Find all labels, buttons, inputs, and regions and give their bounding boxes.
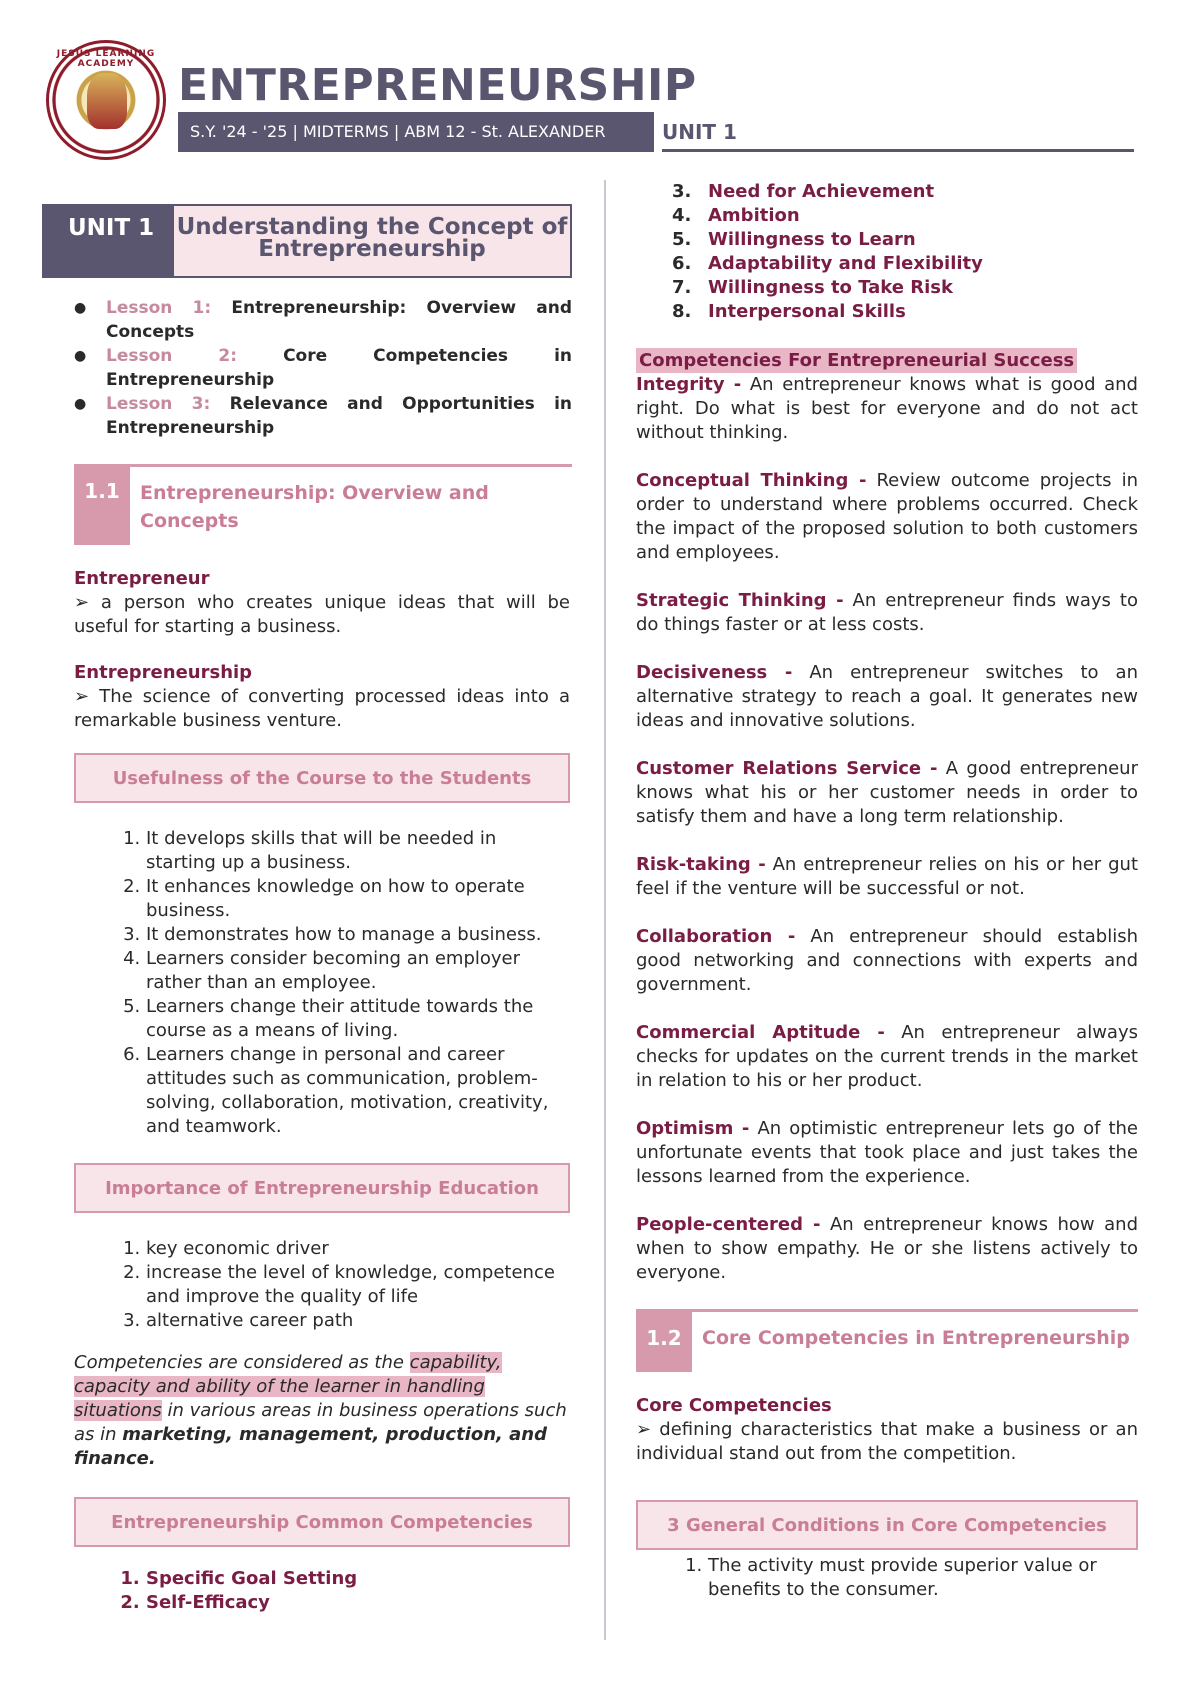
logo-text: JESUS LEARNING ACADEMY	[56, 49, 156, 69]
list-item: 2. increase the level of knowledge, competence and improve the quality of life	[146, 1261, 570, 1309]
section-number: 1.2	[636, 1312, 692, 1372]
list-item: 6. Learners change in personal and career attitudes such as communication, problem-solving, collaboration, motivation, creativity, and teamwork.	[146, 1043, 570, 1139]
term-text: ➢ defining characteristics that make a business or an individual stand out from the competition.	[636, 1419, 1138, 1464]
column-divider	[604, 180, 606, 1640]
logo-emblem	[87, 73, 127, 129]
competency-item: Integrity - An entrepreneur knows what is good and right. Do what is best for everyone and do not act without thinking.	[636, 374, 1138, 443]
success-list	[636, 373, 1138, 1285]
competency-item: Conceptual Thinking - Review outcome projects in order to understand where problems occurred. Check the impact of the proposed solution to both customers and employees.	[636, 470, 1138, 563]
unit-number: UNIT 1	[44, 206, 174, 276]
header-unit-label: UNIT 1	[662, 112, 1134, 152]
competency-item: Collaboration - An entrepreneur should establish good networking and connections with experts and government.	[636, 926, 1138, 995]
section-header-1-1	[74, 464, 572, 545]
common-competencies-heading: Entrepreneurship Common Competencies	[74, 1497, 570, 1547]
lesson-list	[42, 296, 572, 440]
competency-item: Optimism - An optimistic entrepreneur lets go of the unfortunate events that took place and just takes the lessons learned from the experience.	[636, 1118, 1138, 1187]
competency-item: People-centered - An entrepreneur knows how and when to show empathy. He or she listens actively to everyone.	[636, 1214, 1138, 1283]
list-item: 1. Specific Goal Setting	[146, 1567, 570, 1591]
list-item: 4. Ambition	[672, 205, 800, 226]
term-heading: Core Competencies	[636, 1395, 832, 1416]
left-column	[42, 204, 572, 1615]
list-item: 8. Interpersonal Skills	[672, 301, 906, 322]
list-item: 2. It enhances knowledge on how to operate business.	[146, 875, 570, 923]
note-highlight: capability, capacity and ability of the learner in handling situations	[74, 1352, 502, 1421]
lesson-key: Lesson 1:	[106, 298, 212, 318]
usefulness-heading: Usefulness of the Course to the Students	[74, 753, 570, 803]
section-title: Entrepreneurship: Overview and Concepts	[140, 482, 489, 532]
competency-item: Decisiveness - An entrepreneur switches to an alternative strategy to reach a goal. It generates new ideas and innovative solutions.	[636, 662, 1138, 731]
competency-item: Commercial Aptitude - An entrepreneur always checks for updates on the current trends in the market in relation to his or her product.	[636, 1022, 1138, 1091]
list-item: 2. Self-Efficacy	[146, 1591, 570, 1615]
unit-title: Understanding the Concept of Entrepreneurship	[174, 206, 570, 276]
importance-list	[74, 1237, 570, 1333]
competency-item: Strategic Thinking - An entrepreneur finds ways to do things faster or at less costs.	[636, 590, 1138, 635]
school-logo	[46, 40, 166, 160]
document-subtitle: S.Y. '24 - '25 | MIDTERMS | ABM 12 - St. ALEXANDER	[178, 112, 654, 152]
conditions-heading: 3 General Conditions in Core Competencies	[636, 1500, 1138, 1550]
lesson-text: Entrepreneurship: Overview and Concepts	[106, 298, 572, 342]
list-item: 5. Willingness to Learn	[672, 229, 916, 250]
list-item: 3. alternative career path	[146, 1309, 570, 1333]
common-competencies-list	[74, 1567, 570, 1615]
list-item: 1. It develops skills that will be needed in starting up a business.	[146, 827, 570, 875]
section-number: 1.1	[74, 467, 130, 545]
importance-heading: Importance of Entrepreneurship Education	[74, 1163, 570, 1213]
usefulness-list	[74, 827, 570, 1139]
note-bold: marketing, management, production, and finance.	[74, 1424, 548, 1469]
list-item: 4. Learners consider becoming an employer rather than an employee.	[146, 947, 570, 995]
list-item: 6. Adaptability and Flexibility	[672, 253, 983, 274]
document-title: ENTREPRENEURSHIP	[178, 60, 697, 111]
lesson-item	[74, 344, 572, 392]
success-heading: Competencies For Entrepreneurial Success	[636, 348, 1077, 373]
term-heading: Entrepreneurship	[74, 662, 253, 683]
entrepreneurship-definition	[74, 661, 570, 733]
lesson-text: Core Competencies in Entrepreneurship	[106, 346, 572, 390]
competency-item: Risk-taking - An entrepreneur relies on his or her gut feel if the venture will be successful or not.	[636, 854, 1139, 899]
common-competencies-list-continued	[636, 180, 1092, 324]
list-item: 3. It demonstrates how to manage a business.	[146, 923, 570, 947]
competency-note	[74, 1351, 570, 1471]
term-text: ➢ a person who creates unique ideas that will be useful for starting a business.	[74, 592, 570, 637]
list-item: 3. Need for Achievement	[672, 181, 935, 202]
lesson-item	[74, 296, 572, 344]
list-item: 1. The activity must provide superior value or benefits to the consumer.	[708, 1554, 1136, 1602]
section-title: Core Competencies in Entrepreneurship	[702, 1327, 1130, 1349]
competency-item: Customer Relations Service - A good entrepreneur knows what his or her customer needs in order to satisfy them and have a long term relationship.	[636, 758, 1138, 827]
lesson-text: Relevance and Opportunities in Entrepreneurship	[106, 394, 572, 438]
core-competencies-definition	[636, 1394, 1138, 1466]
conditions-list	[636, 1554, 1136, 1602]
lesson-key: Lesson 3:	[106, 394, 211, 414]
list-item: 1. key economic driver	[146, 1237, 570, 1261]
section-header-1-2	[636, 1309, 1138, 1372]
list-item: 7. Willingness to Take Risk	[672, 277, 953, 298]
unit-banner	[42, 204, 572, 278]
entrepreneur-definition	[74, 567, 570, 639]
lesson-item	[74, 392, 572, 440]
note-text: in various areas in business operations such as in	[74, 1400, 567, 1445]
term-heading: Entrepreneur	[74, 568, 210, 589]
note-text: Competencies are considered as the	[74, 1352, 410, 1373]
list-item: 5. Learners change their attitude towards the course as a means of living.	[146, 995, 570, 1043]
lesson-key: Lesson 2:	[106, 346, 238, 366]
term-text: ➢ The science of converting processed ideas into a remarkable business venture.	[74, 686, 570, 731]
right-column	[636, 180, 1138, 1602]
